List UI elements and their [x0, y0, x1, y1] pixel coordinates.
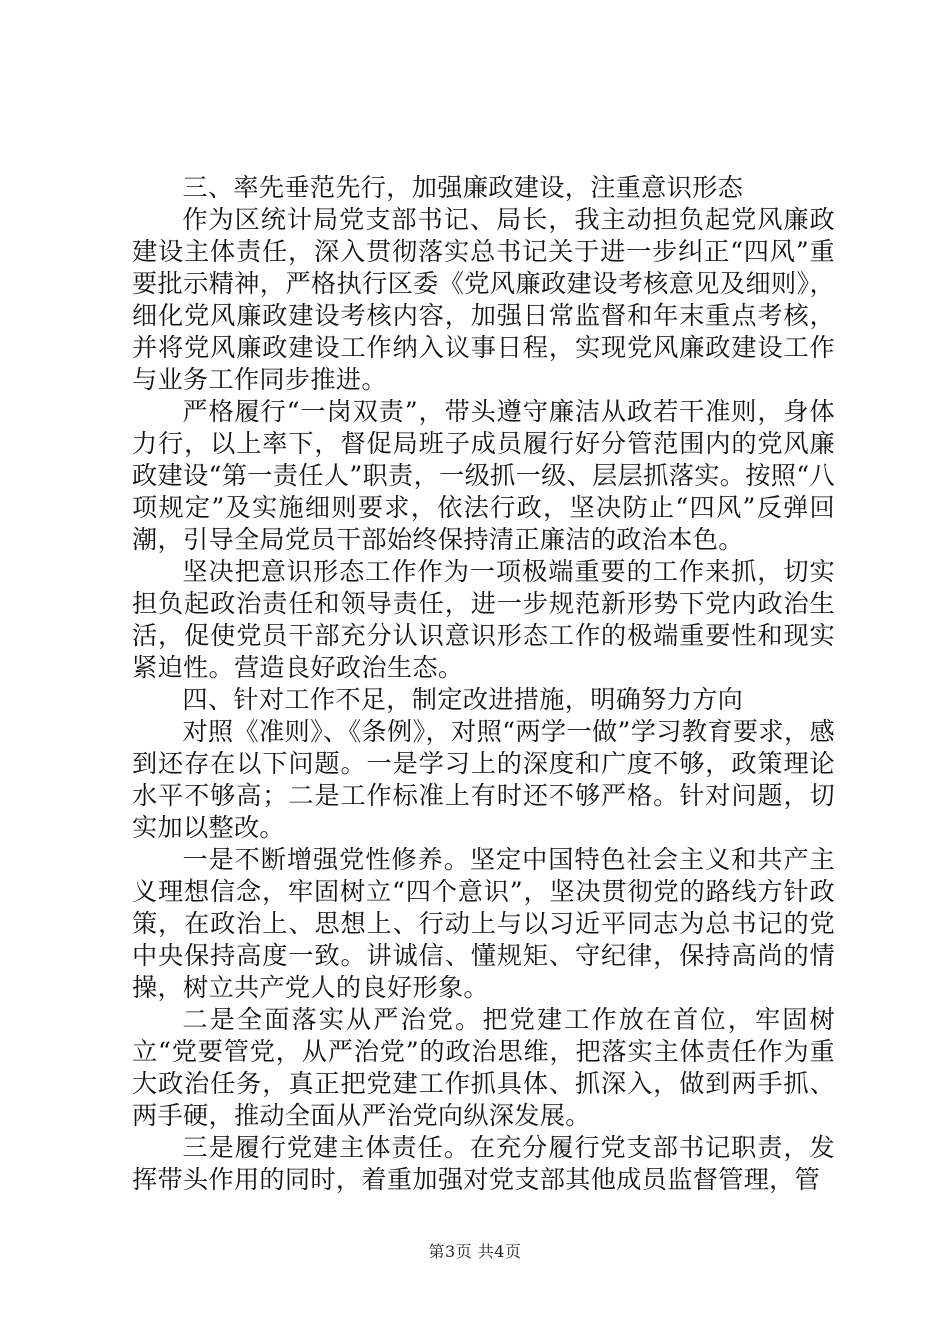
section-heading-4: 四、针对工作不足，制定改进措施，明确努力方向 [182, 685, 744, 714]
page-number-footer: 第3页 共4页 [428, 1242, 522, 1261]
paragraph: 二是全面落实从严治党。把党建工作放在首位，牢固树立“党要管党，从严治党”的政治思维，把落实主体责任作为重大政治任务，真正把党建工作抓具体、抓深入，做到两手抓、两手硬，推动全面从严治党向纵深发展。 [132, 1005, 835, 1130]
section-heading-3: 三、率先垂范先行，加强廉政建设，注重意识形态 [182, 173, 744, 202]
paragraph: 三是履行党建主体责任。在充分履行党支部书记职责，发挥带头作用的同时，着重加强对党支部其他成员监督管理，管 [132, 1133, 835, 1194]
paragraph: 坚决把意识形态工作作为一项极端重要的工作来抓，切实担负起政治责任和领导责任，进一步规范新形势下党内政治生活，促使党员干部充分认识意识形态工作的极端重要性和现实紧迫性。营造良好政治生态。 [132, 557, 835, 682]
paragraph: 作为区统计局党支部书记、局长，我主动担负起党风廉政建设主体责任，深入贯彻落实总书记关于进一步纠正“四风”重要批示精神，严格执行区委《党风廉政建设考核意见及细则》，细化党风廉政建设考核内容，加强日常监督和年末重点考核，并将党风廉政建设工作纳入议事日程，实现党风廉政建设工作与业务工作同步推进。 [132, 205, 835, 394]
paragraph: 严格履行“一岗双责”，带头遵守廉洁从政若干准则，身体力行，以上率下，督促局班子成员履行好分管范围内的党风廉政建设“第一责任人”职责，一级抓一级、层层抓落实。按照“八项规定”及实施细则要求，依法行政，坚决防止“四风”反弹回潮，引导全局党员干部始终保持清正廉洁的政治本色。 [132, 397, 835, 554]
paragraph: 一是不断增强党性修养。坚定中国特色社会主义和共产主义理想信念，牢固树立“四个意识”，坚决贯彻党的路线方针政策，在政治上、思想上、行动上与以习近平同志为总书记的党中央保持高度一致。讲诚信、懂规矩、守纪律，保持高尚的情操，树立共产党人的良好形象。 [132, 845, 835, 1002]
paragraph: 对照《准则》、《条例》，对照“两学一做”学习教育要求，感到还存在以下问题。一是学习上的深度和广度不够，政策理论水平不够高；二是工作标准上有时还不够严格。针对问题，切实加以整改。 [132, 717, 835, 842]
document-body [132, 172, 835, 1196]
